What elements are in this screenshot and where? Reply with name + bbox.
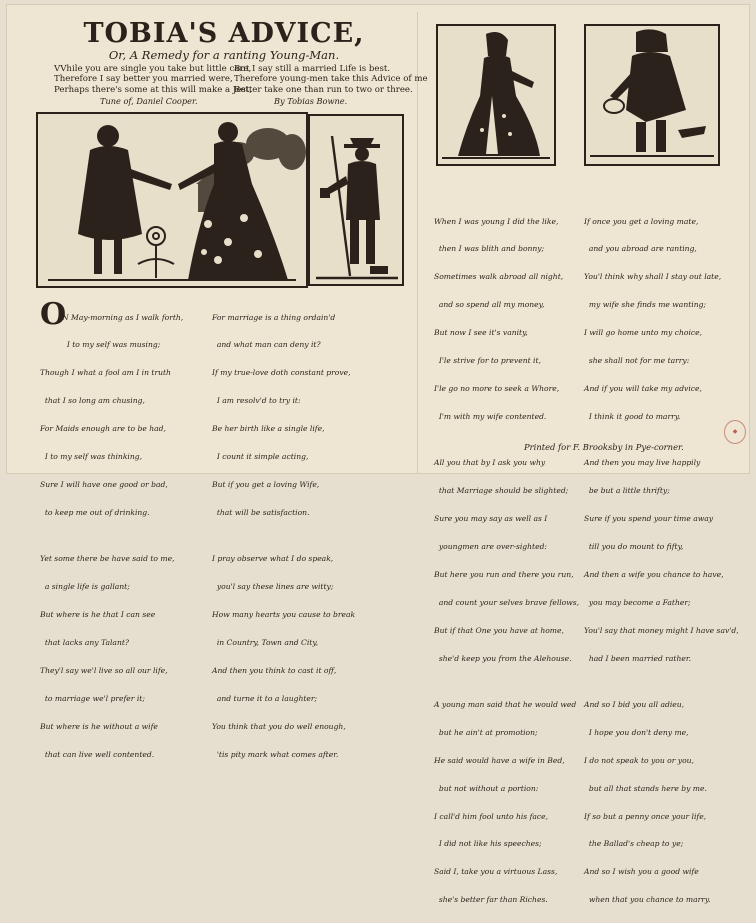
intro-line: VVhile you are single you take but little care, (54, 64, 252, 74)
verse-line: that I so long am chusing, (40, 396, 145, 406)
verse-line: I do not speak to you or you, (584, 755, 694, 765)
verse-line: I think it good to marry. (584, 411, 681, 421)
verse-line: I'm with my wife contented. (434, 411, 547, 421)
verse-line: and you abroad are ranting, (584, 244, 697, 254)
verse-line: but he ain't at promotion; (434, 727, 538, 737)
drop-cap: O (40, 297, 67, 332)
verse-line: For marriage is a thing ordain'd (212, 312, 336, 322)
verse-line: you may become a Father; (584, 597, 691, 607)
verse-line: And so I wish you a good wife (584, 867, 699, 877)
verse-line: You'l think why shall I stay out late, (584, 272, 722, 282)
verse-line: You'l say that money might I have sav'd, (584, 625, 739, 635)
verse-line: and so spend all my money, (434, 300, 545, 310)
verse-line: But now I see it's vanity, (434, 328, 528, 338)
verse-line: But if you get a loving Wife, (212, 479, 320, 489)
verse-line: N May-morning as I walk forth, (62, 312, 184, 322)
verse-line: she's better far than Riches. (434, 895, 548, 905)
verse-line: Sure I will have one good or bad, (40, 479, 168, 489)
verse-line: When I was young I did the like, (434, 216, 559, 226)
author-line: By Tobias Bowne. (274, 96, 348, 106)
verse-line: that can live well contented. (40, 749, 155, 759)
verse-line: she shall not for me tarry: (584, 356, 690, 366)
intro-line: Therefore I say better you married were, (54, 74, 233, 85)
woodcut-gallant (584, 24, 720, 166)
verse-line: Said I, take you a virtuous Lass, (434, 867, 558, 877)
verse-line: But here you run and there you run, (434, 569, 574, 579)
verse-line: You think that you do well enough, (212, 721, 346, 731)
verse-line: And so I bid you all adieu, (584, 700, 685, 710)
verse-line: till you do mount to fifty, (584, 541, 684, 551)
intro-line: Therefore young-men take this Advice of me (234, 74, 428, 85)
verse-line: and count your selves brave fellows, (434, 597, 580, 607)
verse-line: I'le go no more to seek a Whore, (434, 383, 560, 393)
woodcut-man-with-staff (308, 114, 404, 286)
verse-line: the Ballad's cheap to ye; (584, 839, 684, 849)
verse-line: you'l say these lines are witty; (212, 582, 334, 592)
verse-line: All you that by I ask you why (434, 458, 546, 468)
verse-line: For Maids enough are to be had, (40, 424, 166, 434)
verse-line: How many hearts you cause to break (212, 610, 356, 620)
verse-line: that lacks any Talant? (40, 637, 129, 647)
verse-line: Be her birth like a single life, (212, 424, 325, 434)
verse-column-1 (40, 294, 184, 777)
verse-line: but all that stands here by me. (584, 783, 707, 793)
verse-line: I did not like his speeches; (434, 839, 542, 849)
verse-line: youngmen are over-sighted: (434, 541, 547, 551)
verse-line: And then a wife you chance to have, (584, 569, 724, 579)
verse-line: to keep me out of drinking. (40, 507, 150, 517)
verse-line: Yet some there be have said to me, (40, 554, 175, 564)
verse-line: And if you will take my advice, (584, 383, 702, 393)
verse-line: to marriage we'l prefer it; (40, 693, 145, 703)
verse-line: A young man said that he would wed (434, 700, 577, 710)
tune-line: Tune of, Daniel Cooper. (100, 96, 198, 106)
printer-imprint: Printed for F. Brooksby in Pye-corner. (524, 442, 684, 452)
verse-line: I to my self was musing; (62, 340, 161, 350)
verse-line: when that you chance to marry. (584, 895, 711, 905)
verse-line: and what man can deny it? (212, 340, 321, 350)
verse-line: then I was blith and bonny; (434, 244, 545, 254)
woodcut-woman (436, 24, 556, 166)
verse-line: And then you think to cast it off, (212, 665, 337, 675)
verse-line: she'd keep you from the Alehouse. (434, 653, 572, 663)
verse-line: in Country, Town and City, (212, 637, 319, 647)
verse-line: I hope you don't deny me, (584, 727, 689, 737)
intro-verse-left (54, 64, 252, 95)
verse-line: that will be satisfaction. (212, 507, 310, 517)
verse-line: I'le strive for to prevent it, (434, 356, 541, 366)
ballad-subtitle: Or, A Remedy for a ranting Young-Man. (108, 48, 340, 62)
verse-line: be but a little thrifty; (584, 486, 670, 496)
verse-line: I will go home unto my choice, (584, 328, 703, 338)
ballad-title: TOBIA'S ADVICE, (83, 18, 365, 49)
verse-line: my wife she finds me wanting; (584, 300, 707, 310)
woodcut-couple (36, 112, 308, 288)
verse-line: If my true-love doth constant prove, (212, 368, 351, 378)
verse-line: If once you get a loving mate, (584, 216, 699, 226)
verse-line: Sometimes walk abroad all night, (434, 272, 564, 282)
verse-column-4 (584, 198, 739, 923)
verse-column-2 (212, 294, 355, 777)
verse-line: Sure you may say as well as I (434, 514, 548, 524)
intro-line: Perhaps there's some at this will make a Jest, (54, 84, 253, 95)
verse-line: If so but a penny once your life, (584, 811, 707, 821)
verse-line: I count it simple acting, (212, 452, 309, 462)
verse-line: had I been married rather. (584, 653, 692, 663)
verse-line: But if that One you have at home, (434, 625, 564, 635)
verse-line: 'tis pity mark what comes after. (212, 749, 339, 759)
verse-column-3 (434, 198, 579, 923)
broadside-sheet (6, 4, 750, 905)
verse-line: but not without a portion: (434, 783, 539, 793)
verse-line: a single life is gallant; (40, 582, 130, 592)
verse-line: Though I what a fool am I in truth (40, 368, 171, 378)
intro-line: Better take one than run to two or three. (234, 84, 413, 95)
verse-line: And then you may live happily (584, 458, 701, 468)
verse-line: He said would have a wife in Bed, (434, 755, 565, 765)
verse-line: But where is he without a wife (40, 721, 158, 731)
verse-line: that Marriage should be slighted; (434, 486, 569, 496)
verse-line: I call'd him fool unto his face, (434, 811, 549, 821)
verse-line: They'l say we'l live so all our life, (40, 665, 168, 675)
verse-line: I to my self was thinking, (40, 452, 143, 462)
library-stamp: ◆ (724, 420, 746, 444)
verse-line: and turne it to a laughter; (212, 693, 318, 703)
verse-line: I am resolv'd to try it: (212, 396, 301, 406)
intro-line: But I say still a married Life is best. (234, 64, 391, 74)
intro-verse-right (234, 64, 428, 95)
verse-line: Sure if you spend your time away (584, 514, 714, 524)
verse-line: But where is he that I can see (40, 610, 156, 620)
verse-line: I pray observe what I do speak, (212, 554, 334, 564)
